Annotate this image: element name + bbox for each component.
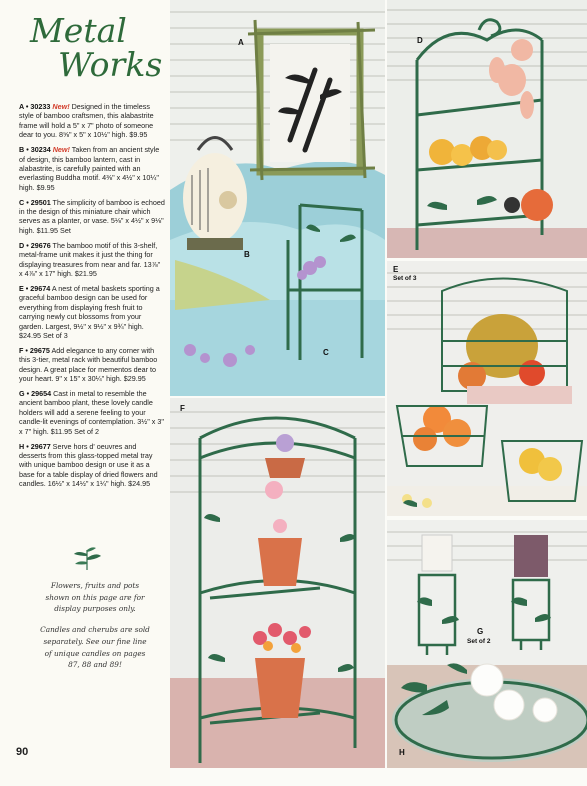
page-title	[18, 11, 163, 84]
item-code: F • 29675	[19, 345, 50, 355]
photo-corner-rack	[170, 398, 385, 768]
display-note: Flowers, fruits and pots shown on this page are for display purposes only.	[45, 581, 145, 614]
item-text: Designed in the timeless style of bamboo craftsmen, this alabastrite frame will hold a 5" x 7" photo of someone dear to you. 8⅝" x 5" x 10½" high. $9.95	[19, 102, 154, 140]
photo-frame-lantern-chair	[170, 0, 385, 396]
photo-label-g: G	[477, 627, 484, 636]
new-badge: New!	[52, 145, 70, 155]
product-item-g	[19, 389, 165, 436]
product-item-a	[19, 102, 165, 140]
photo-three-shelf-unit	[387, 0, 587, 258]
product-item-f	[19, 346, 165, 384]
item-text: Cast in metal to resemble the ancient bamboo plant, these lovely candle holders will add a serene feeling to your candle-lit evenings of contemplation. 3½" x 3" x 7" high. $11.95 Set of 2	[19, 388, 164, 436]
title-line-1: Metal	[30, 11, 127, 50]
item-text: A nest of metal baskets sporting a graceful bamboo design can be used for everything from displaying fresh fruit to carrying newly cut blossoms from your garden. Largest, 9½" x 9½" x 9¾" high. $24.95 Set of 3	[19, 283, 160, 340]
bamboo-leaf-icon	[72, 546, 102, 572]
photo-label-d: D	[417, 36, 423, 45]
photo-nesting-baskets	[387, 261, 587, 516]
title-line-2: Works	[58, 45, 163, 84]
item-text: The simplicity of bamboo is echoed in the design of this miniature chair which serves as a planter, or vase. 5⅛" x 4½" x 9⅛" high. $11.95 Set	[19, 197, 165, 235]
item-text: Serve hors d' oeuvres and desserts from this glass-topped metal tray with unique bamboo design or use it as a base for a table display of dried flowers and candles. 16½" x 14½" x 1¼" high. $24.95	[19, 441, 158, 489]
photo-label-f: F	[180, 404, 185, 413]
photo-label-g-set: Set of 2	[467, 638, 491, 645]
candles-note: Candles and cherubs are sold separately. See our fine line of unique candles on pages 87, 88 and 89!	[40, 625, 150, 670]
item-text: Add elegance to any corner with this 3-tier, metal rack with beautiful bamboo design. A great place for mementos dear to your heart. 9" x 15" x 30¼" high. $29.95	[19, 345, 158, 384]
photo-label-c: C	[323, 348, 329, 357]
photo-label-h: H	[399, 748, 405, 757]
new-badge: New!	[52, 102, 70, 111]
item-code: D • 29676	[19, 240, 51, 250]
item-code: C • 29501	[19, 197, 51, 207]
photo-label-b: B	[244, 250, 250, 259]
item-text: Taken from an ancient style of design, this bamboo lantern, cast in alabastrite, is carefully painted with an everlasting Buddha motif. 4⅜" x 4½" x 10¼" high. $9.95	[19, 145, 160, 192]
item-code: E • 29674	[19, 283, 51, 293]
photo-label-a: A	[238, 38, 244, 47]
photo-label-e-set: Set of 3	[393, 275, 417, 282]
text-column	[0, 0, 170, 786]
item-code: B • 30234	[19, 145, 51, 155]
item-code: A • 30233	[19, 102, 51, 111]
product-item-b	[19, 145, 165, 192]
product-item-c	[19, 198, 165, 236]
page-number: 90	[16, 746, 29, 758]
photo-candle-holders-tray	[387, 520, 587, 768]
photo-label-e: E	[393, 265, 399, 274]
product-item-e	[19, 284, 165, 340]
product-item-d	[19, 241, 165, 279]
product-item-h	[19, 442, 165, 489]
product-descriptions	[19, 102, 165, 494]
item-text: The bamboo motif of this 3-shelf, metal-frame unit makes it just the thing for displaying treasures from near and far. 13⅞" x 4⅞" x 17" high. $21.95	[19, 240, 161, 278]
item-code: G • 29654	[19, 388, 52, 398]
item-code: H • 29677	[19, 441, 51, 451]
display-notes	[40, 580, 150, 680]
